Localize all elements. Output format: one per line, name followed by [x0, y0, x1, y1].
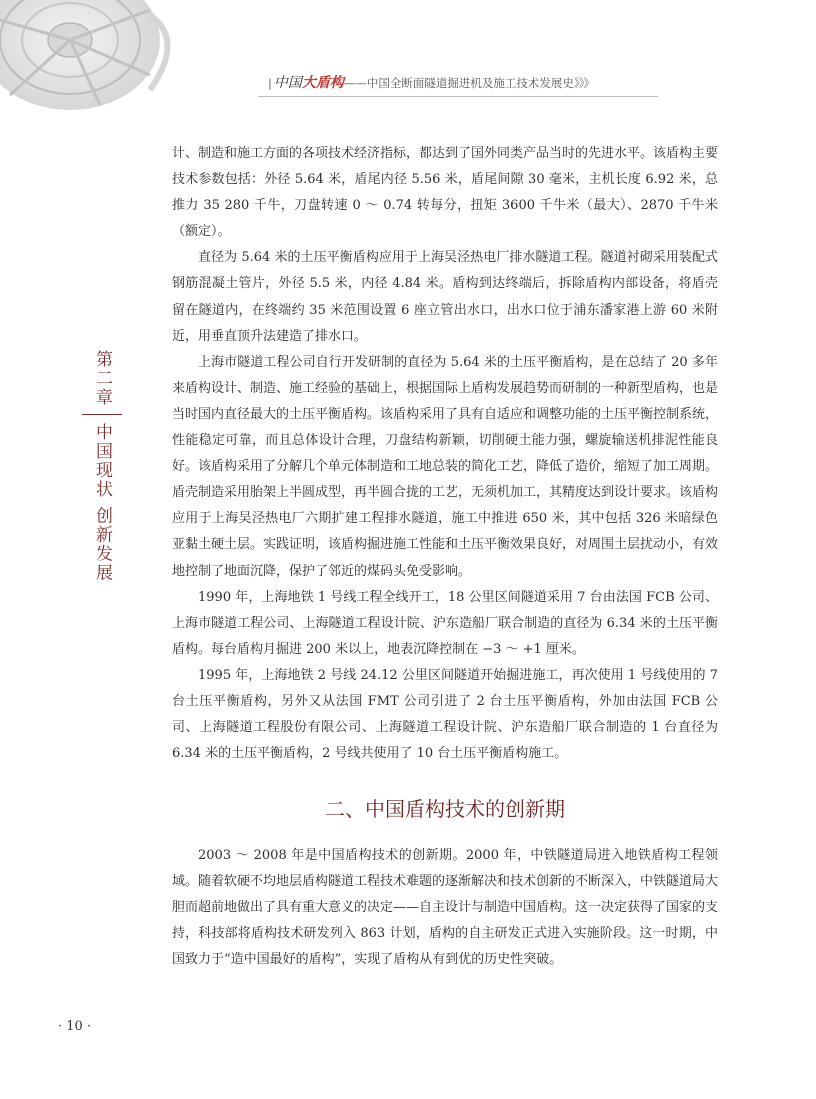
section-body-text [172, 843, 718, 973]
book-subtitle: ——中国全断面隧道掘进机及施工技术发展史 [343, 76, 574, 90]
paragraph: 1990 年，上海地铁 1 号线工程全线开工，18 公里区间隧道采用 7 台由法国 FCB 公司、上海市隧道工程公司、上海隧道工程设计院、沪东造船厂联合制造的直径为 6.34 米的土压平衡盾构。每台盾构月掘进 200 米以上，地表沉降控制在 −3 ～ +1 厘米。 [172, 589, 718, 657]
paragraph: 2003 ～ 2008 年是中国盾构技术的创新期。2000 年，中铁隧道局进入地铁盾构工程领域。随着软硬不均地层盾构隧道工程技术难题的逐渐解决和技术创新的不断深入，中铁隧道局大胆而超前地做出了具有重大意义的决定——自主设计与制造中国盾构。这一决定获得了国家的支持，科技部将盾构技术研发列入 863 计划，盾构的自主研发正式进入实施阶段。这一时期，中国致力于“造中国最好的盾构”，实现了盾构从有到优的历史性突破。 [172, 848, 719, 968]
book-brand [274, 75, 344, 91]
page-number: · 10 · [58, 1019, 92, 1034]
brand-accent: 大盾构 [301, 75, 344, 91]
header-bar: | [268, 76, 272, 90]
chapter-title: 中国现状 创新发展 [92, 423, 112, 583]
chapter-number: 第二章 [92, 349, 112, 407]
paragraph: 1995 年，上海地铁 2 号线 24.12 公里区间隧道开始掘进施工，再次使用 1 号线使用的 7 台土压平衡盾构，另外又从法国 FMT 公司引进了 2 台土压平衡盾构，外加由法国 FCB 公司、上海隧道工程股份有限公司、上海隧道工程设计院、沪东造船厂联合制造的 1 台直径为 6.34 米的土压平衡盾构，2 号线共使用了 10 台土压平衡盾构施工。 [172, 667, 718, 762]
brand-prefix: 中国 [273, 75, 302, 91]
chapter-rule [82, 414, 122, 415]
body-text [172, 141, 718, 767]
running-header [268, 72, 648, 92]
header-arrows: 》》》 [573, 76, 594, 90]
header-rule [258, 96, 658, 97]
chapter-sidebar [88, 346, 116, 582]
section-heading: 二、中国盾构技术的创新期 [325, 797, 565, 821]
paragraph: 计、制造和施工方面的各项技术经济指标，都达到了国外同类产品当时的先进水平。该盾构主要技术参数包括：外径 5.64 米，盾尾内径 5.56 米，盾尾间隙 30 毫米，主机长度 6.92 米，总推力 35 280 千牛，刀盘转速 0 ～ 0.74 转每分，扭矩 3600 千牛米（最大）、2870 千牛米（额定）。 [172, 146, 719, 240]
paragraph: 直径为 5.64 米的土压平衡盾构应用于上海吴泾热电厂排水隧道工程。隧道衬砌采用装配式钢筋混凝土管片，外径 5.5 米，内径 4.84 米。盾构到达终端后，拆除盾构内部设备，将盾壳留在隧道内，在终端约 35 米范围设置 6 座立管出水口，出水口位于浦东潘家港上游 60 米附近，用垂直顶升法建造了排水口。 [172, 250, 718, 344]
tunnel-boring-machine-illustration [0, 0, 190, 120]
paragraph: 上海市隧道工程公司自行开发研制的直径为 5.64 米的土压平衡盾构，是在总结了 20 多年来盾构设计、制造、施工经验的基础上，根据国际上盾构发展趋势而研制的一种新型盾构，也是当时国内直径最大的土压平衡盾构。该盾构采用了具有自适应和调整功能的土压平衡控制系统，性能稳定可靠，而且总体设计合理，刀盘结构新颖，切削硬土能力强，螺旋输送机排泥性能良好。该盾构采用了分解几个单元体制造和工地总装的简化工艺，降低了造价，缩短了加工周期。盾壳制造采用胎架上半圆成型，再半圆合拢的工艺，无须机加工，其精度达到设计要求。该盾构应用于上海吴泾热电厂六期扩建工程排水隧道，施工中推进 650 米，其中包括 326 米暗绿色亚黏土硬土层。实践证明，该盾构掘进施工性能和土压平衡效果良好，对周围土层扰动小，有效地控制了地面沉降，保护了邻近的煤码头免受影响。 [172, 354, 719, 579]
